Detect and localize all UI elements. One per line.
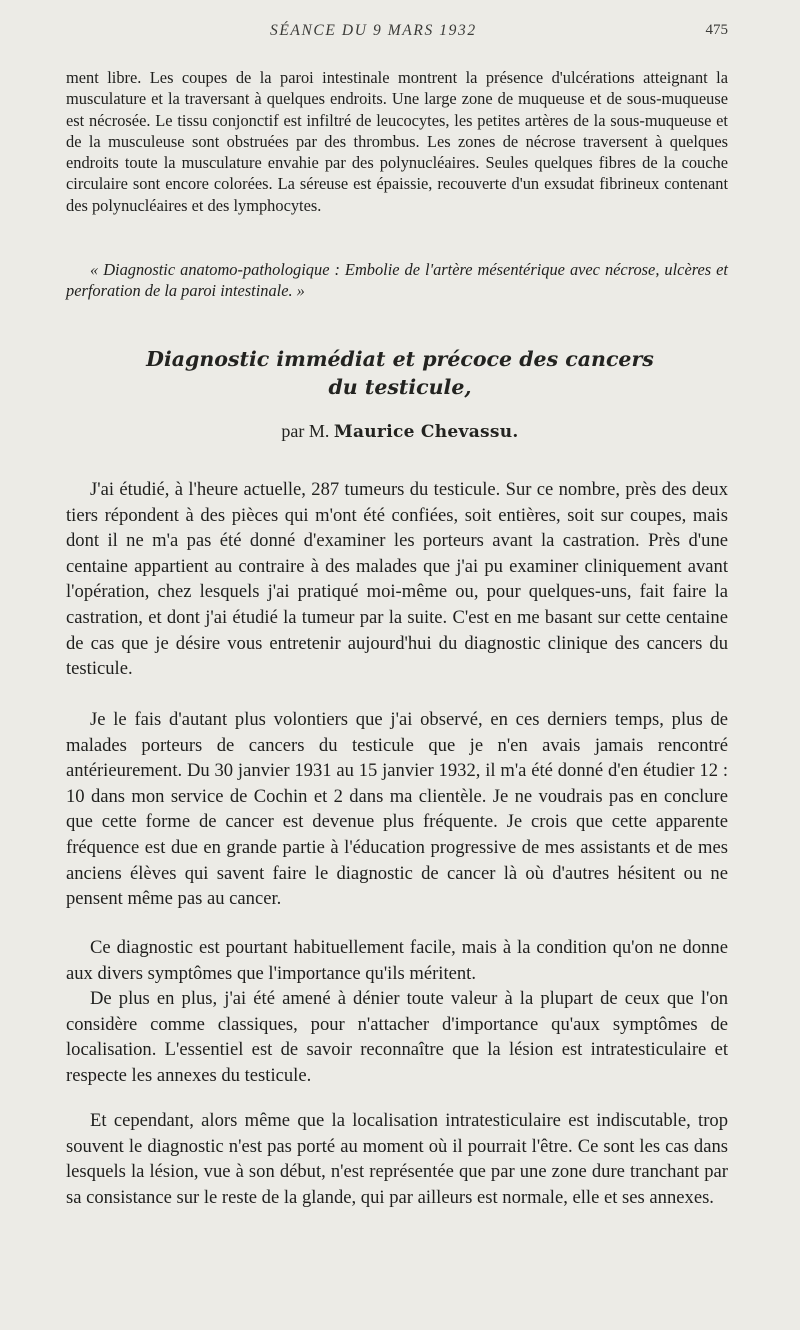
author-name: Maurice Chevassu.: [333, 422, 519, 442]
paragraph: Je le fais d'autant plus volontiers que j'ai observé, en ces derniers temps, plus de malades porteurs de cancers du testicule que je n'en avais jamais rencontré antérieurement. Du 30 janvier 1931 au 15 janvier 1932, il m'a été donné d'en étudier 12 : 10 dans mon service de Cochin et 2 dans ma clientèle. Je ne voudrais pas en conclure que cette forme de cancer est devenue plus fréquente. Je crois que cette apparente fréquence est due en grande partie à l'éducation progressive de mes assistants et de mes anciens élèves qui savent faire le diagnostic de cancer là où d'autres hésitent ou ne pensent même pas au cancer.: [66, 709, 728, 910]
running-head: [0, 22, 800, 44]
running-head-title: SÉANCE DU 9 MARS 1932: [270, 22, 477, 39]
paragraph: J'ai étudié, à l'heure actuelle, 287 tumeurs du testicule. Sur ce nombre, près des deux tiers répondent à des pièces qui m'ont été confiées, soit entières, soit sur coupes, mais dont il ne m'a pas été donné d'examiner les porteurs avant la castration. Près d'une centaine appartient au contraire à des malades que j'ai pu examiner cliniquement avant l'opération, chez lesquels j'ai pratiqué moi-même ou, pour quelques-uns, fait faire la castration, et dont j'ai étudié la tumeur par la suite. C'est en me basant sur cette centaine de cas que je désire vous entretenir aujourd'hui du diagnostic clinique des cancers du testicule.: [66, 479, 728, 680]
continued-paragraph: ment libre. Les coupes de la paroi intestinale montrent la présence d'ulcérations atteignant la musculature et la traversant à quelques endroits. Une large zone de muqueuse et de sous-muqueuse est nécrosée. Le tissu conjonctif est infiltré de leucocytes, les petites artères de la sous-muqueuse et de la musculeuse sont obstruées par des thrombus. Les zones de nécrose traversent à quelques endroits toute la musculature envahie par des polynucléaires. Seules quelques fibres de la couche circulaire sont encore colorées. La séreuse est épaissie, recouverte d'un exsudat fibrineux contenant des polynucléaires et des lymphocytes.: [66, 68, 728, 215]
paragraph: De plus en plus, j'ai été amené à dénier toute valeur à la plupart de ceux que l'on considère comme classiques, pour n'attacher d'importance qu'aux symptômes de localisation. L'essentiel est de savoir reconnaître que la lésion est intratesticulaire et respecte les annexes du testicule.: [66, 988, 728, 1086]
article-title-line-2: du testicule,: [328, 375, 472, 399]
byline-prefix: par M.: [281, 421, 330, 441]
byline: [0, 421, 800, 442]
diagnosis-quote: « Diagnostic anatomo-pathologique : Embolie de l'artère mésentérique avec nécrose, ulcères et perforation de la paroi intestinale. »: [66, 260, 728, 301]
page-number: 475: [705, 22, 728, 38]
paragraph: Et cependant, alors même que la localisation intratesticulaire est indiscutable, trop souvent le diagnostic n'est pas porté au moment où il pourrait l'être. Ce sont les cas dans lesquels la lésion, vue à son début, n'est représentée que par une zone dure tranchant par sa consistance sur le reste de la glande, qui par ailleurs est normale, elle et ses annexes.: [66, 1110, 728, 1208]
article-title-line-1: Diagnostic immédiat et précoce des cancers: [146, 347, 654, 371]
paragraph: Ce diagnostic est pourtant habituellement facile, mais à la condition qu'on ne donne aux divers symptômes que l'importance qu'ils méritent.: [66, 937, 728, 984]
